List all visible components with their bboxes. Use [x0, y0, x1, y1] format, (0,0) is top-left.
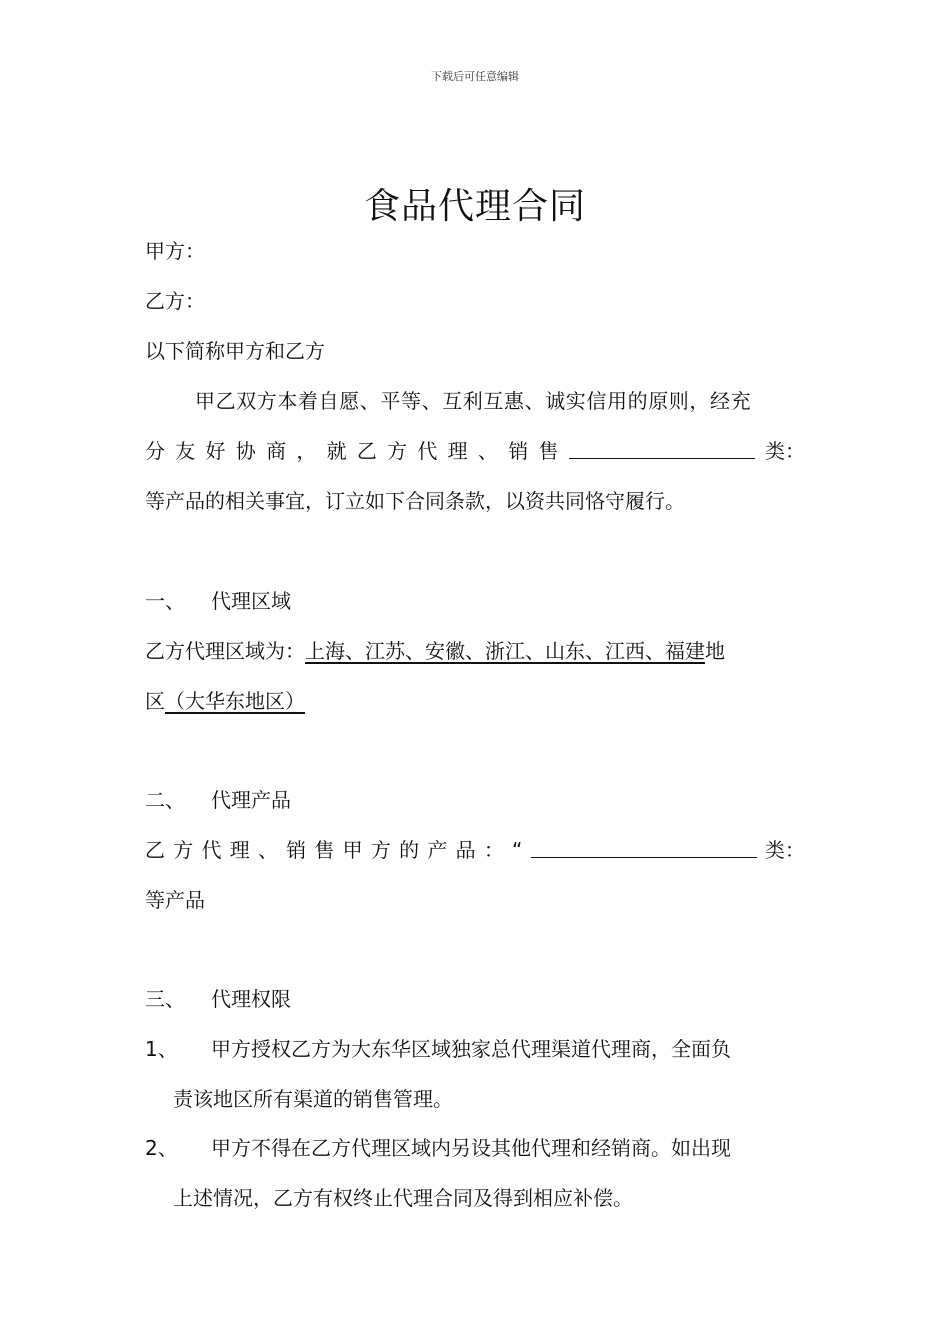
clause-1-line-1: 1、 甲方授权乙方为大东华区域独家总代理渠道代理商，全面负 — [145, 1037, 731, 1061]
section-title: 代理产品 — [211, 788, 291, 812]
section-number: 一、 — [145, 589, 185, 613]
intro-line-2: 分 友 好 协 商 ， 就 乙 方 代 理 、 销 售 类： — [145, 439, 805, 463]
section-1-line-1: 乙方代理区域为：上海、江苏、安徽、浙江、山东、江西、福建地 — [145, 639, 725, 663]
section-number: 三、 — [145, 987, 185, 1011]
section-number: 二、 — [145, 788, 185, 812]
section-3-heading — [145, 986, 291, 1012]
section-2-line-2: 等产品 — [145, 888, 205, 912]
document-title: 食品代理合同 — [363, 186, 586, 227]
product-category-blank — [569, 438, 755, 459]
clause-number: 1、 — [145, 1037, 178, 1061]
section-title: 代理权限 — [211, 987, 291, 1011]
clause-1-line-2: 责该地区所有渠道的销售管理。 — [173, 1087, 453, 1111]
region-name: （大华东地区） — [165, 689, 305, 713]
party-a-label: 甲方： — [145, 239, 205, 263]
intro-line-1: 甲乙双方本着自愿、平等、互利互惠、诚实信用的原则，经充 — [195, 389, 752, 413]
clause-2-line-2: 上述情况，乙方有权终止代理合同及得到相应补偿。 — [173, 1186, 633, 1210]
party-b-label: 乙方： — [145, 289, 205, 313]
header-note: 下载后可任意编辑 — [431, 70, 519, 83]
section-1-heading — [145, 588, 291, 614]
clause-number: 2、 — [145, 1136, 178, 1160]
intro-line-3: 等产品的相关事宜，订立如下合同条款，以资共同恪守履行。 — [145, 489, 685, 513]
product-blank — [531, 837, 757, 858]
region-list: 上海、江苏、安徽、浙江、山东、江西、福建 — [305, 639, 705, 663]
abbreviation-line: 以下简称甲方和乙方 — [145, 339, 325, 363]
section-2-heading — [145, 787, 291, 813]
section-title: 代理区域 — [211, 589, 291, 613]
section-1-line-2: 区（大华东地区） — [145, 689, 305, 713]
clause-2-line-1: 2、 甲方不得在乙方代理区域内另设其他代理和经销商。如出现 — [145, 1136, 731, 1160]
section-2-line-1: 乙 方 代 理 、 销 售 甲 方 的 产 品 ： “ 类： — [145, 838, 805, 862]
